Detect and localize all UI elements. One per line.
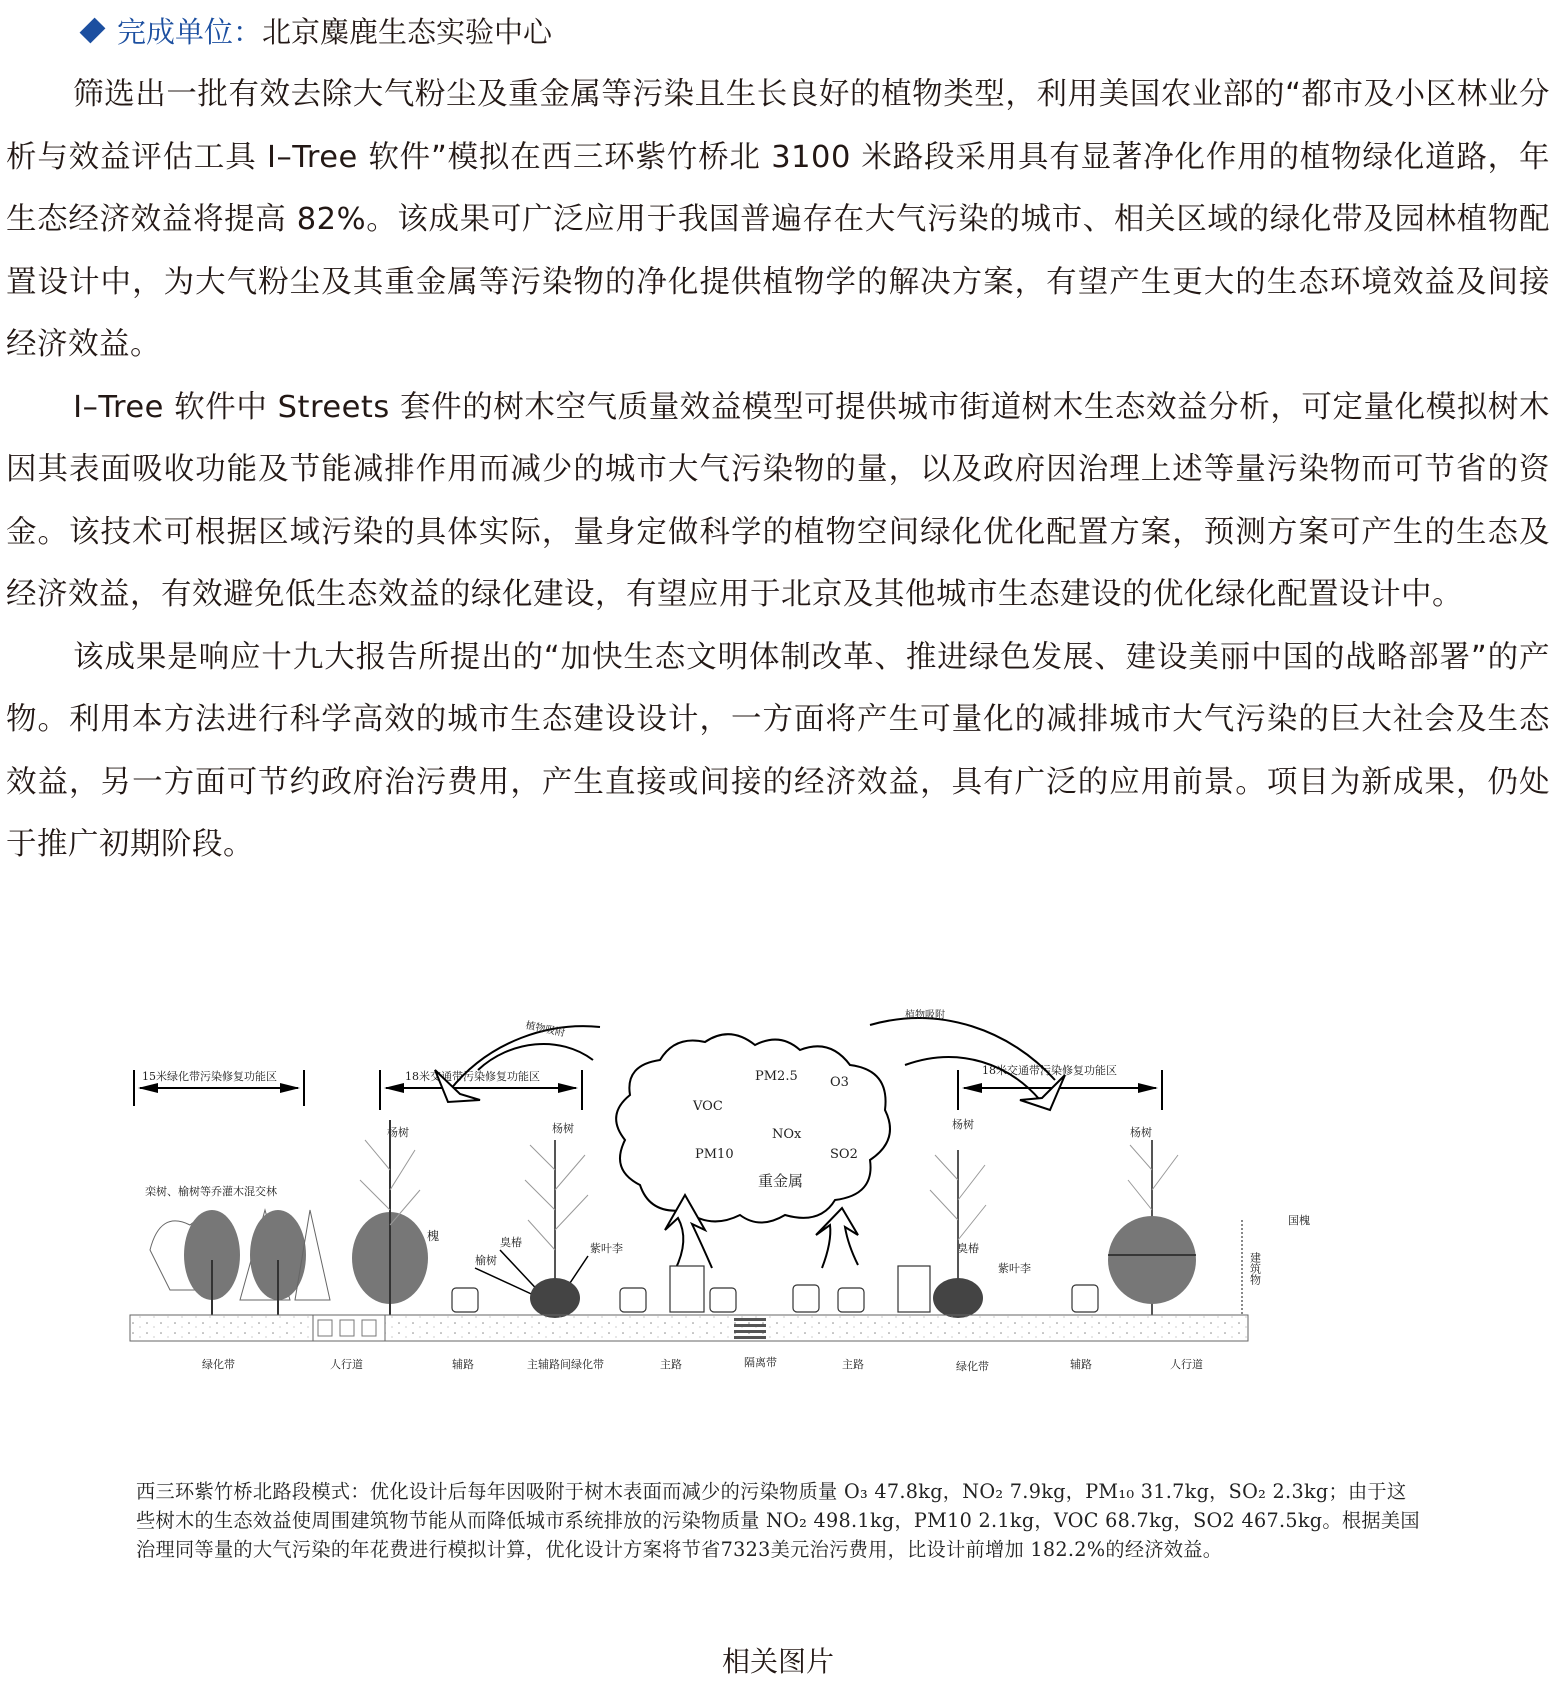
zone-label-1: 15米绿化带污染修复功能区 (142, 1070, 277, 1083)
section-label: 主路 (660, 1358, 682, 1371)
zone-left-dimension (134, 1069, 304, 1106)
purple-plum-label-2: 紫叶李 (998, 1262, 1031, 1275)
section-label: 人行道 (330, 1358, 363, 1371)
section-label: 辅路 (1070, 1358, 1092, 1371)
pollutant-pm10: PM10 (695, 1147, 734, 1162)
pollutant-nox: NOx (772, 1127, 802, 1142)
zone-label-3: 18米交通带污染修复功能区 (982, 1064, 1117, 1077)
adsorption-arrow-left (435, 1018, 600, 1102)
caption-line-3: 治理同等量的大气污染的年花费进行模拟计算，优化设计方案将节省7323美元治污费用，比设计前增加 182.2%的经济效益。 (136, 1538, 1223, 1561)
ailanthus-label-1: 臭椿 (500, 1236, 522, 1249)
poplar-label-2: 杨树 (552, 1122, 574, 1135)
pollutant-so2: SO2 (830, 1147, 858, 1162)
sophora-label: 槐 (427, 1229, 440, 1243)
purple-plum-label-1: 紫叶李 (590, 1242, 623, 1255)
scholar-tree (1108, 1140, 1196, 1315)
road-section-labels (202, 1355, 1203, 1373)
elm-label: 榆树 (475, 1254, 497, 1267)
mixed-forest-label: 栾树、榆树等乔灌木混交林 (145, 1185, 277, 1198)
ground-strip (130, 1315, 1248, 1341)
section-label: 绿化带 (202, 1358, 235, 1371)
poplar-label-1: 杨树 (387, 1126, 409, 1139)
pollutant-pm25: PM2.5 (755, 1069, 798, 1084)
diamond-bullet-icon (80, 17, 106, 43)
zone-middle-dimension (380, 1069, 582, 1110)
poplar-label-4: 杨树 (1130, 1126, 1152, 1139)
poplar-label-3: 杨树 (952, 1118, 974, 1131)
sophora-tree (352, 1120, 428, 1315)
ailanthus-label-2: 臭椿 (957, 1242, 979, 1255)
paragraph-2: I–Tree 软件中 Streets 套件的树木空气质量效益模型可提供城市街道树木生态效益分析，可定量化模拟树木因其表面吸收功能及节能减排作用而减少的城市大气污染物的量，以及政府因治理上述等量污染物而可节省的资金。该技术可根据区域污染的具体实际，量身定做科学的植物空间绿化优化配置方案，预测方案可产生的生态及经济效益，有效避免低生态效益的绿化建设，有望应用于北京及其他城市生态建设的优化绿化配置设计中。 (6, 389, 1550, 612)
emission-arrow-right (816, 1208, 858, 1268)
poplar-tree-shrubs (525, 1140, 588, 1318)
section-label: 人行道 (1170, 1358, 1203, 1371)
section-label: 隔离带 (744, 1356, 777, 1369)
section-label: 主辅路间绿化带 (527, 1358, 604, 1371)
pollution-cloud (616, 1034, 890, 1222)
street-cross-section-figure (130, 1010, 1420, 1470)
related-images-title: 相关图片 (721, 1645, 834, 1678)
pollutant-heavy-metal: 重金属 (758, 1172, 804, 1190)
section-label: 辅路 (452, 1358, 474, 1371)
paragraph-1: 筛选出一批有效去除大气粉尘及重金属等污染且生长良好的植物类型，利用美国农业部的“都市及小区林业分析与效益评估工具 I–Tree 软件”模拟在西三环紫竹桥北 3100 米路段采用具有显著净化作用的植物绿化道路，年生态经济效益将提高 82%。该成果可广泛应用于我国普遍存在大气污染的城市、相关区域的绿化带及园林植物配置设计中，为大气粉尘及其重金属等污染物的净化提供植物学的解决方案，有望产生更大的生态环境效益及间接经济效益。 (6, 77, 1550, 362)
poplar-tree-shrubs-right (930, 1150, 986, 1318)
completion-unit-label: 完成单位： (117, 14, 263, 49)
section-label: 主路 (842, 1358, 864, 1371)
completion-unit-value: 北京麋鹿生态实验中心 (262, 14, 553, 49)
pollutant-voc: VOC (693, 1099, 723, 1114)
scholar-tree-label: 国槐 (1288, 1214, 1310, 1227)
zone-label-2: 18米交通带污染修复功能区 (405, 1070, 540, 1083)
figure-caption (136, 1477, 1426, 1564)
adsorption-arrow-right (870, 1008, 1065, 1110)
caption-line-2: 些树木的生态效益使周围建筑物节能从而降低城市系统排放的污染物质量 NO₂ 498.1kg，PM10 2.1kg，VOC 68.7kg，SO2 467.5kg。根据美国 (136, 1509, 1420, 1532)
adsorption-label-right: 植物吸附 (905, 1010, 945, 1021)
article-body (6, 64, 1550, 877)
paragraph-3: 该成果是响应十九大报告所提出的“加快生态文明体制改革、推进绿色发展、建设美丽中国的战略部署”的产物。利用本方法进行科学高效的城市生态建设设计，一方面将产生可量化的减排城市大气污染的巨大社会及生态效益，另一方面可节约政府治污费用，产生直接或间接的经济效益，具有广泛的应用前景。项目为新成果，仍处于推广初期阶段。 (6, 639, 1550, 862)
adsorption-label-left: 植物吸附 (524, 1020, 566, 1040)
caption-line-1: 西三环紫竹桥北路段模式：优化设计后每年因吸附于树木表面而减少的污染物质量 O₃ 47.8kg，NO₂ 7.9kg，PM₁₀ 31.7kg，SO₂ 2.3kg；由于这 (136, 1480, 1407, 1503)
building-label: 建筑物 (1248, 1252, 1262, 1285)
section-label: 绿化带 (956, 1360, 989, 1373)
pollutant-o3: O3 (830, 1075, 849, 1090)
mixed-forest-trees (150, 1210, 330, 1315)
completion-unit (80, 8, 552, 52)
cross-section-diagram (130, 1010, 1420, 1470)
